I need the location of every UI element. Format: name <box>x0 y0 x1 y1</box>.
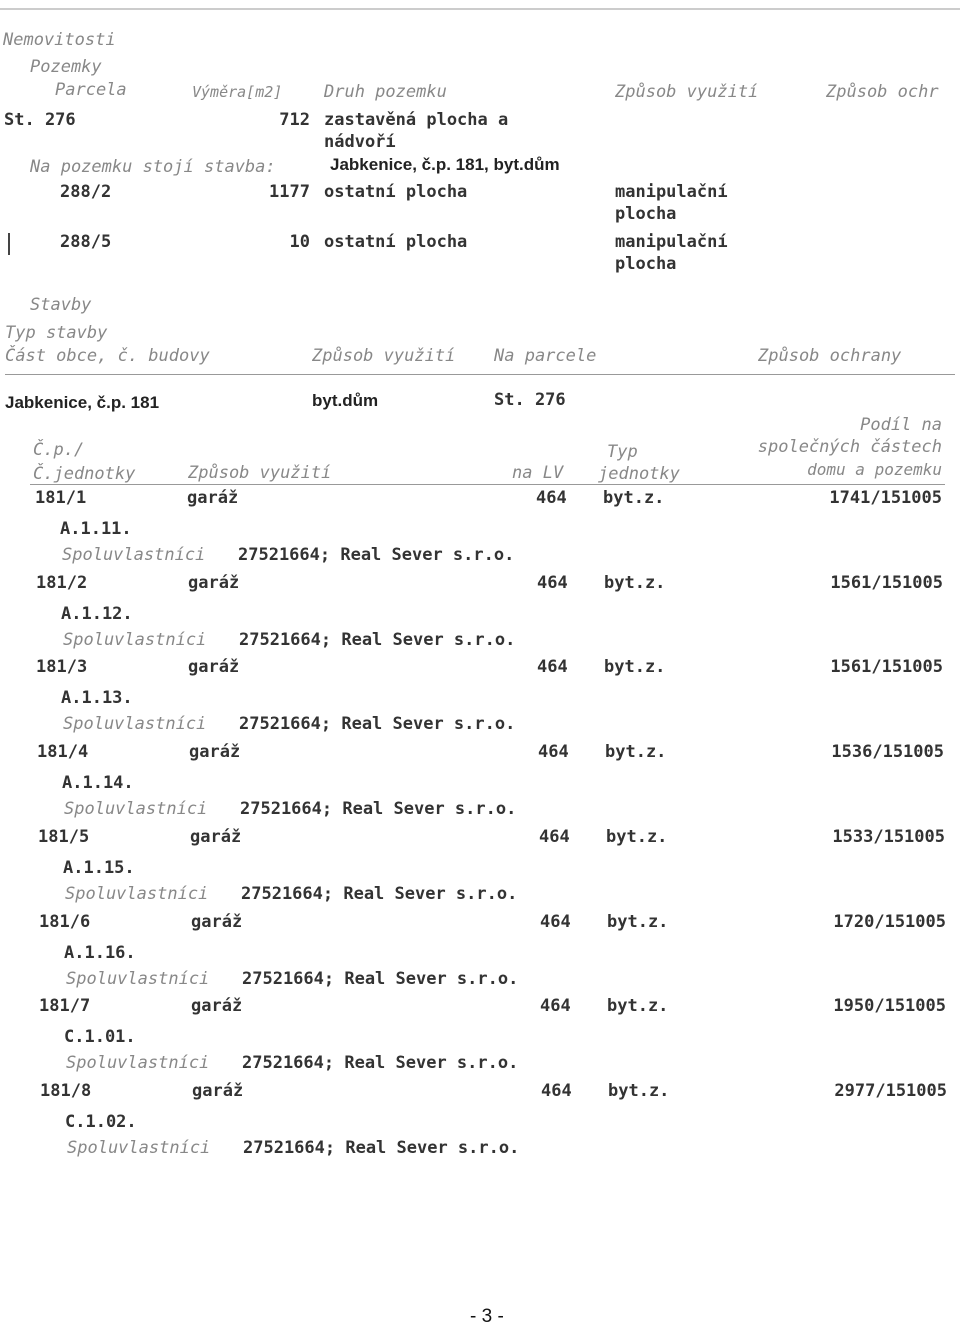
spoluvlastnici-value: 27521664; Real Sever s.r.o. <box>239 714 516 734</box>
parcela-vymera: 10 <box>289 232 310 252</box>
jednotka-typ: byt.z. <box>607 996 669 1016</box>
stavba-note-value: Jabkenice, č.p. 181, byt.dům <box>330 155 560 174</box>
jednotka-vyuziti: garáž <box>191 996 243 1016</box>
jednotka-typ: byt.z. <box>606 827 668 847</box>
jednotka-typ: byt.z. <box>604 573 666 593</box>
jednotka-lv: 464 <box>538 742 569 762</box>
jednotka-vyuziti: garáž <box>188 573 240 593</box>
stavby-header-rule <box>5 374 955 375</box>
col-typ-line2: jednotky <box>598 464 680 484</box>
jednotka-cislo: 181/3 <box>36 657 88 677</box>
parcela-druh-cont: nádvoří <box>324 132 396 152</box>
scan-margin-mark <box>8 233 10 255</box>
jednotka-oznaceni: A.1.15. <box>63 858 135 878</box>
col-parcela: Parcela <box>55 80 127 100</box>
parcela-vyuziti-cont: plocha <box>615 204 677 224</box>
stavba-cast-obce: Jabkenice, č.p. 181 <box>5 393 160 412</box>
spoluvlastnici-value: 27521664; Real Sever s.r.o. <box>241 884 518 904</box>
spoluvlastnici-label: Spoluvlastníci <box>67 1138 211 1158</box>
col-zpusob-ochrany: Způsob ochr <box>826 82 939 102</box>
scan-top-edge <box>0 8 960 10</box>
typ-stavby-label: Typ stavby <box>5 323 108 343</box>
jednotka-oznaceni: A.1.11. <box>60 519 132 539</box>
jednotka-lv: 464 <box>540 996 571 1016</box>
spoluvlastnici-label: Spoluvlastníci <box>66 969 210 989</box>
col-cp-line2: Č.jednotky <box>33 464 136 484</box>
jednotka-podil: 1561/151005 <box>830 573 943 593</box>
parcela-vyuziti-cont: plocha <box>615 254 677 274</box>
pozemky-label: Pozemky <box>30 57 102 77</box>
parcela-vymera: 1177 <box>269 182 310 202</box>
spoluvlastnici-value: 27521664; Real Sever s.r.o. <box>243 1138 520 1158</box>
spoluvlastnici-label: Spoluvlastníci <box>66 1053 210 1073</box>
parcela-number: St. 276 <box>4 110 76 130</box>
parcela-number: 288/2 <box>60 182 112 202</box>
parcela-number: 288/5 <box>60 232 112 252</box>
jednotka-vyuziti: garáž <box>187 488 239 508</box>
spoluvlastnici-value: 27521664; Real Sever s.r.o. <box>242 969 519 989</box>
spoluvlastnici-label: Spoluvlastníci <box>62 545 206 565</box>
jednotka-cislo: 181/2 <box>36 573 88 593</box>
col-na-lv: na LV <box>512 463 564 483</box>
col-zpusob-vyuziti: Způsob využití <box>615 82 759 102</box>
spoluvlastnici-label: Spoluvlastníci <box>63 714 207 734</box>
col-stavba-vyuziti: Způsob využití <box>312 346 456 366</box>
jednotka-cislo: 181/6 <box>39 912 91 932</box>
jednotka-oznaceni: A.1.16. <box>64 943 136 963</box>
jednotka-oznaceni: C.1.02. <box>65 1112 137 1132</box>
jednotka-vyuziti: garáž <box>192 1081 244 1101</box>
col-jednotka-vyuziti: Způsob využití <box>188 463 332 483</box>
col-vymera: Výměra[m2] <box>192 83 283 101</box>
col-stavba-ochrany: Způsob ochrany <box>758 346 902 366</box>
jednotka-lv: 464 <box>536 488 567 508</box>
jednotka-podil: 1533/151005 <box>832 827 945 847</box>
col-druh: Druh pozemku <box>324 82 447 102</box>
col-cp-line1: Č.p./ <box>33 440 85 460</box>
jednotka-vyuziti: garáž <box>191 912 243 932</box>
jednotka-cislo: 181/1 <box>35 488 87 508</box>
stavba-parcela: St. 276 <box>494 390 566 410</box>
spoluvlastnici-value: 27521664; Real Sever s.r.o. <box>238 545 515 565</box>
col-na-parcele: Na parcele <box>494 346 597 366</box>
col-podil-line1: Podíl na <box>860 415 942 435</box>
jednotka-vyuziti: garáž <box>189 742 241 762</box>
spoluvlastnici-value: 27521664; Real Sever s.r.o. <box>239 630 516 650</box>
spoluvlastnici-value: 27521664; Real Sever s.r.o. <box>242 1053 519 1073</box>
jednotka-cislo: 181/4 <box>37 742 89 762</box>
jednotka-typ: byt.z. <box>608 1081 670 1101</box>
jednotka-podil: 1741/151005 <box>829 488 942 508</box>
stavba-vyuziti: byt.dům <box>312 391 379 410</box>
jednotka-oznaceni: A.1.12. <box>61 604 133 624</box>
page-number: - 3 - <box>470 1306 504 1327</box>
jednotka-cislo: 181/7 <box>39 996 91 1016</box>
jednotka-lv: 464 <box>541 1081 572 1101</box>
jednotka-lv: 464 <box>539 827 570 847</box>
jednotka-cislo: 181/5 <box>38 827 90 847</box>
spoluvlastnici-label: Spoluvlastníci <box>65 884 209 904</box>
jednotka-typ: byt.z. <box>604 657 666 677</box>
jednotka-typ: byt.z. <box>607 912 669 932</box>
jednotka-podil: 1536/151005 <box>831 742 944 762</box>
col-podil-line3: domu a pozemku <box>807 460 942 479</box>
stavba-note-label: Na pozemku stojí stavba: <box>30 157 276 177</box>
jednotka-podil: 1720/151005 <box>833 912 946 932</box>
spoluvlastnici-value: 27521664; Real Sever s.r.o. <box>240 799 517 819</box>
jednotka-podil: 1561/151005 <box>830 657 943 677</box>
parcela-vyuziti: manipulační <box>615 232 728 252</box>
stavby-label: Stavby <box>30 295 92 315</box>
col-typ-line1: Typ <box>607 442 638 462</box>
parcela-druh: ostatní plocha <box>324 182 468 202</box>
jednotky-header-rule <box>30 484 945 485</box>
parcela-druh: zastavěná plocha a <box>324 110 509 130</box>
jednotka-podil: 1950/151005 <box>833 996 946 1016</box>
col-cast-obce: Část obce, č. budovy <box>5 346 210 366</box>
jednotka-oznaceni: A.1.13. <box>61 688 133 708</box>
section-heading: Nemovitosti <box>3 30 116 50</box>
jednotka-lv: 464 <box>540 912 571 932</box>
jednotka-podil: 2977/151005 <box>834 1081 947 1101</box>
jednotka-typ: byt.z. <box>605 742 667 762</box>
parcela-vymera: 712 <box>279 110 310 130</box>
spoluvlastnici-label: Spoluvlastníci <box>64 799 208 819</box>
jednotka-vyuziti: garáž <box>188 657 240 677</box>
jednotka-vyuziti: garáž <box>190 827 242 847</box>
spoluvlastnici-label: Spoluvlastníci <box>63 630 207 650</box>
jednotka-oznaceni: A.1.14. <box>62 773 134 793</box>
jednotka-typ: byt.z. <box>603 488 665 508</box>
jednotka-oznaceni: C.1.01. <box>64 1027 136 1047</box>
jednotka-cislo: 181/8 <box>40 1081 92 1101</box>
parcela-druh: ostatní plocha <box>324 232 468 252</box>
jednotka-lv: 464 <box>537 573 568 593</box>
parcela-vyuziti: manipulační <box>615 182 728 202</box>
col-podil-line2: společných částech <box>757 437 942 457</box>
jednotka-lv: 464 <box>537 657 568 677</box>
